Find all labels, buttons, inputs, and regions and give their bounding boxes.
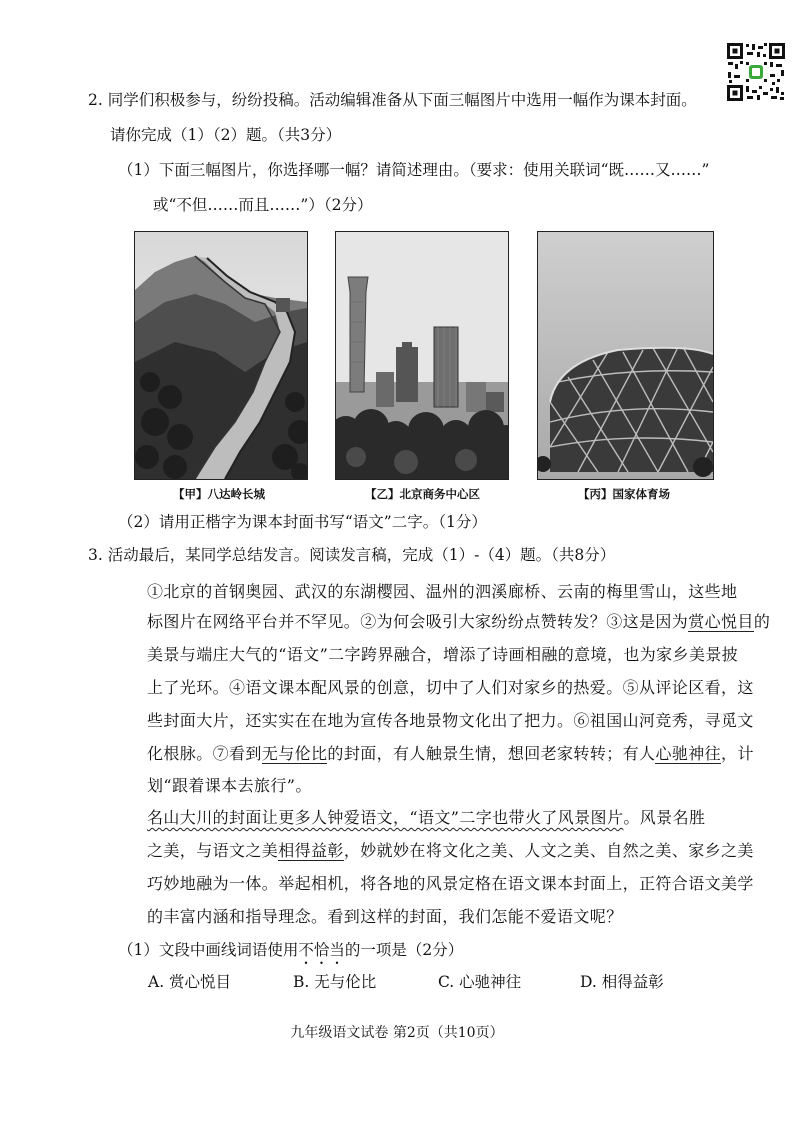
photo-caption-yi: 【乙】北京商务中心区 (365, 487, 480, 501)
passage-1-line-4: 上了光环。④语文课本配风景的创意，切中了人们对家乡的热爱。⑤从评论区看，这 (147, 678, 754, 697)
page-footer: 九年级语文试卷 第2页（共10页） (290, 1025, 504, 1041)
question-2-sub2: （2）请用正楷字为课本封面书写“语文”二字。（1分） (118, 513, 487, 531)
passage-1-line-2: 标图片在网络平台并不罕见。②为何会吸引大家纷纷点赞转发？③这是因为赏心悦目的 (147, 612, 771, 631)
underlined-word-wuyulunbi: 无与伦比 (261, 744, 328, 763)
wavy-underlined-sentence: 名山大川的封面让更多人钟爱语文，“语文”二字也带火了风景图片 (147, 808, 624, 827)
passage-1-line-7: 划“跟着课本去旅行”。 (147, 776, 312, 795)
birds-nest-stadium-photo (537, 231, 714, 480)
passage-2-line-4: 的丰富内涵和指导理念。看到这样的封面，我们怎能不爱语文呢？ (147, 907, 623, 926)
question-3-sub1: （1）文段中画线词语使用不恰当的一项是（2分） (118, 941, 464, 959)
qr-code-icon (726, 42, 786, 102)
passage-2-line-3: 巧妙地融为一体。举起相机，将各地的风景定格在语文课本封面上，正符合语文美学 (147, 874, 754, 893)
great-wall-photo (134, 231, 308, 480)
passage-2-line-1: 名山大川的封面让更多人钟爱语文，“语文”二字也带火了风景图片。风景名胜 (147, 808, 706, 827)
question-2-sub1-line-2: 或“不但……而且……”）（2分） (153, 196, 373, 214)
underlined-word-shangxinyuemu: 赏心悦目 (688, 612, 754, 631)
question-2-line-2: 请你完成（1）（2）题。（共3分） (110, 126, 342, 144)
question-2-sub1-line-1: （1）下面三幅图片，你选择哪一幅？请简述理由。（要求：使用关联词“既……又……” (118, 161, 710, 179)
passage-1-line-1: ①北京的首钢奥园、武汉的东湖樱园、温州的泗溪廊桥、云南的梅里雪山，这些地 (147, 582, 738, 601)
question-3-intro: 3. 活动最后，某同学总结发言。阅读发言稿，完成（1）-（4）题。（共8分） (88, 546, 616, 564)
photo-caption-bing: 【丙】国家体育场 (578, 487, 670, 501)
option-c[interactable]: C. 心驰神往 (438, 973, 522, 991)
passage-1-line-3: 美景与端庄大气的“语文”二字跨界融合，增添了诗画相融的意境，也为家乡美景披 (147, 645, 739, 664)
option-b[interactable]: B. 无与伦比 (293, 973, 377, 991)
option-d[interactable]: D. 相得益彰 (580, 973, 664, 991)
option-a[interactable]: A. 赏心悦目 (148, 973, 232, 991)
emphasis-dotted-word: 不恰当 (298, 941, 345, 959)
passage-1-line-5: 些封面大片，还实实在在地为宣传各地景物文化出了把力。⑥祖国山河竞秀，寻觅文 (147, 711, 754, 730)
passage-1-line-6: 化根脉。⑦看到无与伦比的封面，有人触景生情，想回老家转转；有人心驰神往，计 (147, 744, 754, 763)
passage-2-line-2: 之美，与语文之美相得益彰，妙就妙在将文化之美、人文之美、自然之美、家乡之美 (147, 841, 754, 860)
cbd-skyline-photo (335, 231, 509, 480)
question-2-line-1: 2. 同学们积极参与，纷纷投稿。活动编辑准备从下面三幅图片中选用一幅作为课本封面。 (88, 91, 697, 109)
photo-caption-jia: 【甲】八达岭长城 (173, 487, 265, 501)
underlined-word-xiangdeyizhang: 相得益彰 (278, 841, 344, 860)
underlined-word-xinchishenwang: 心驰神往 (655, 744, 722, 763)
